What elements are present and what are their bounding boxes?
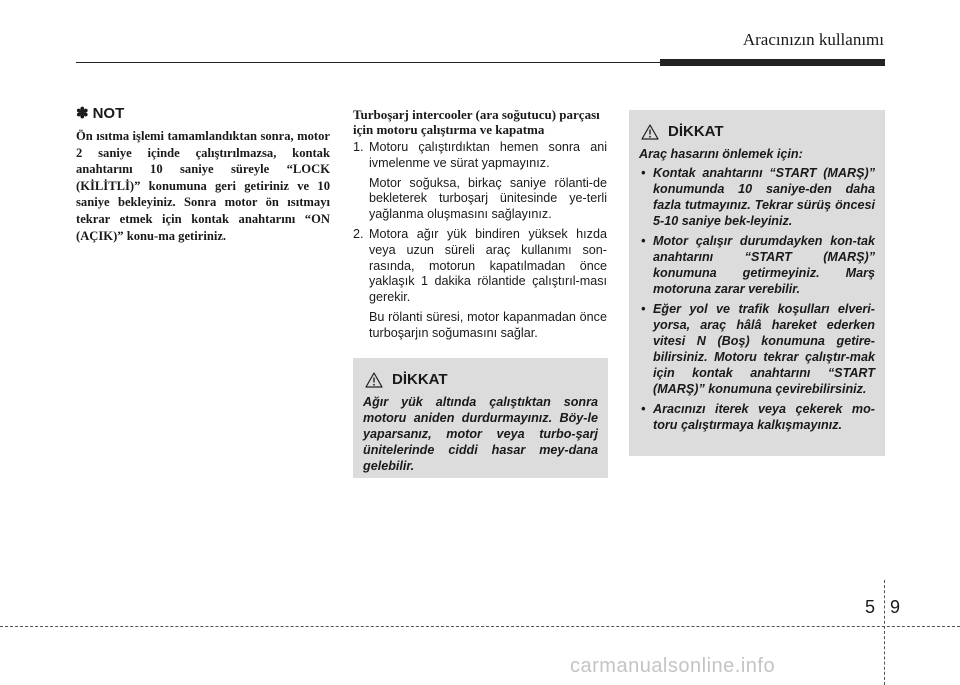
bullet-icon: • [641,302,646,316]
caution-heading [641,123,875,140]
caution-box-ignition [629,110,885,456]
header-rule-bar [660,59,885,66]
caution-heading [365,371,598,388]
header-rule [76,62,664,63]
step-text: Motora ağır yük bindiren yüksek hızda veya uzun süreli araç kullanımı son-rasında, motorun kapatılmadan önce yaklaşık 1 dakika rölantide çalıştırıl-ması gerekir. [369,226,607,305]
note-body: Ön ısıtma işlemi tamamlandıktan sonra, motor 2 saniye içinde çalıştırılmazsa, kontak anahtarını 10 saniye süreyle “LOCK (KİLİTLİ)” konumuna geri getiriniz ve 10 saniye bekleyiniz. Sonra motor ön ısıtmayı tekrar etmek için kontak anahtarını “ON (AÇIK)” konu-ma getiriniz. [76,129,330,243]
step-text: Motoru çalıştırdıktan hemen sonra ani ivmelenme ve sürat yapmayınız. [369,140,607,170]
bullet-icon: • [641,402,646,416]
caution-item-text: Aracınızı iterek veya çekerek mo-toru çalıştırmaya kalkışmayınız. [653,402,875,432]
chapter-number: 5 [865,597,876,617]
caution-list-item [639,301,875,397]
watermark: carmanualsonline.info [570,655,776,677]
caution-item-text: Motor çalışır durumdayken kon-tak anahtarını “START (MARŞ)” konumuna getirmeyiniz. Marş motoruna zarar verebilir. [653,234,875,296]
steps-list [353,140,607,342]
caution-list [639,165,875,433]
step-number: 1. [353,140,364,154]
section-title: Turboşarj intercooler (ara soğutucu) parçası için motoru çalıştırma ve kapatma [353,107,600,137]
step-item [353,140,607,223]
page-number: 9 [890,597,901,617]
step-text: Motor soğuksa, birkaç saniye rölanti-de bekleterek turboşarj ünitesinde ye-terli yağlanma oluşmasını sağlayınız. [369,175,607,222]
caution-text: Ağır yük altında çalıştıktan sonra motoru aniden durdurmayınız. Böy-le yaparsanız, motor veya turbo-şarj ünitelerinde ciddi hasar mey-dana gelebilir. [363,395,598,473]
caution-intro: Araç hasarını önlemek için: [639,147,803,161]
bullet-icon: • [641,166,646,180]
bullet-icon: • [641,234,646,248]
step-text: Bu rölanti süresi, motor kapanmadan önce turboşarjın soğumasını sağlar. [369,309,607,340]
caution-list-item [639,165,875,229]
caution-title: DİKKAT [392,371,448,388]
step-number: 2. [353,226,364,241]
caution-title: DİKKAT [668,123,724,140]
warning-triangle-icon [641,124,659,140]
caution-item-text: Eğer yol ve trafik koşulları elveri-yorsa, araç hâlâ hareket ederken vitesi N (Boş) konumuna getire-bilirsiniz. Motoru tekrar çalıştır-mak için kontak anahtarını “START (MARŞ)” konumuna çevirebilirsiniz. [653,302,875,396]
note-title: NOT [92,104,125,122]
footer-rule [0,626,960,627]
caution-list-item [639,233,875,297]
turbo-section [353,108,607,346]
note-heading [76,104,330,122]
header-title: Aracınızın kullanımı [742,30,884,49]
caution-list-item [639,401,875,433]
caution-box-turbo [353,358,608,478]
step-item [353,227,607,342]
warning-triangle-icon [365,372,383,388]
caution-item-text: Kontak anahtarını “START (MARŞ)” konumunda 10 saniye-den daha fazla tutmayınız. Tekrar sürüş öncesi 5-10 saniye bek-leyiniz. [653,166,875,228]
note-section [76,104,330,244]
footer-divider [884,580,885,685]
star-icon: ✽ [76,105,89,122]
